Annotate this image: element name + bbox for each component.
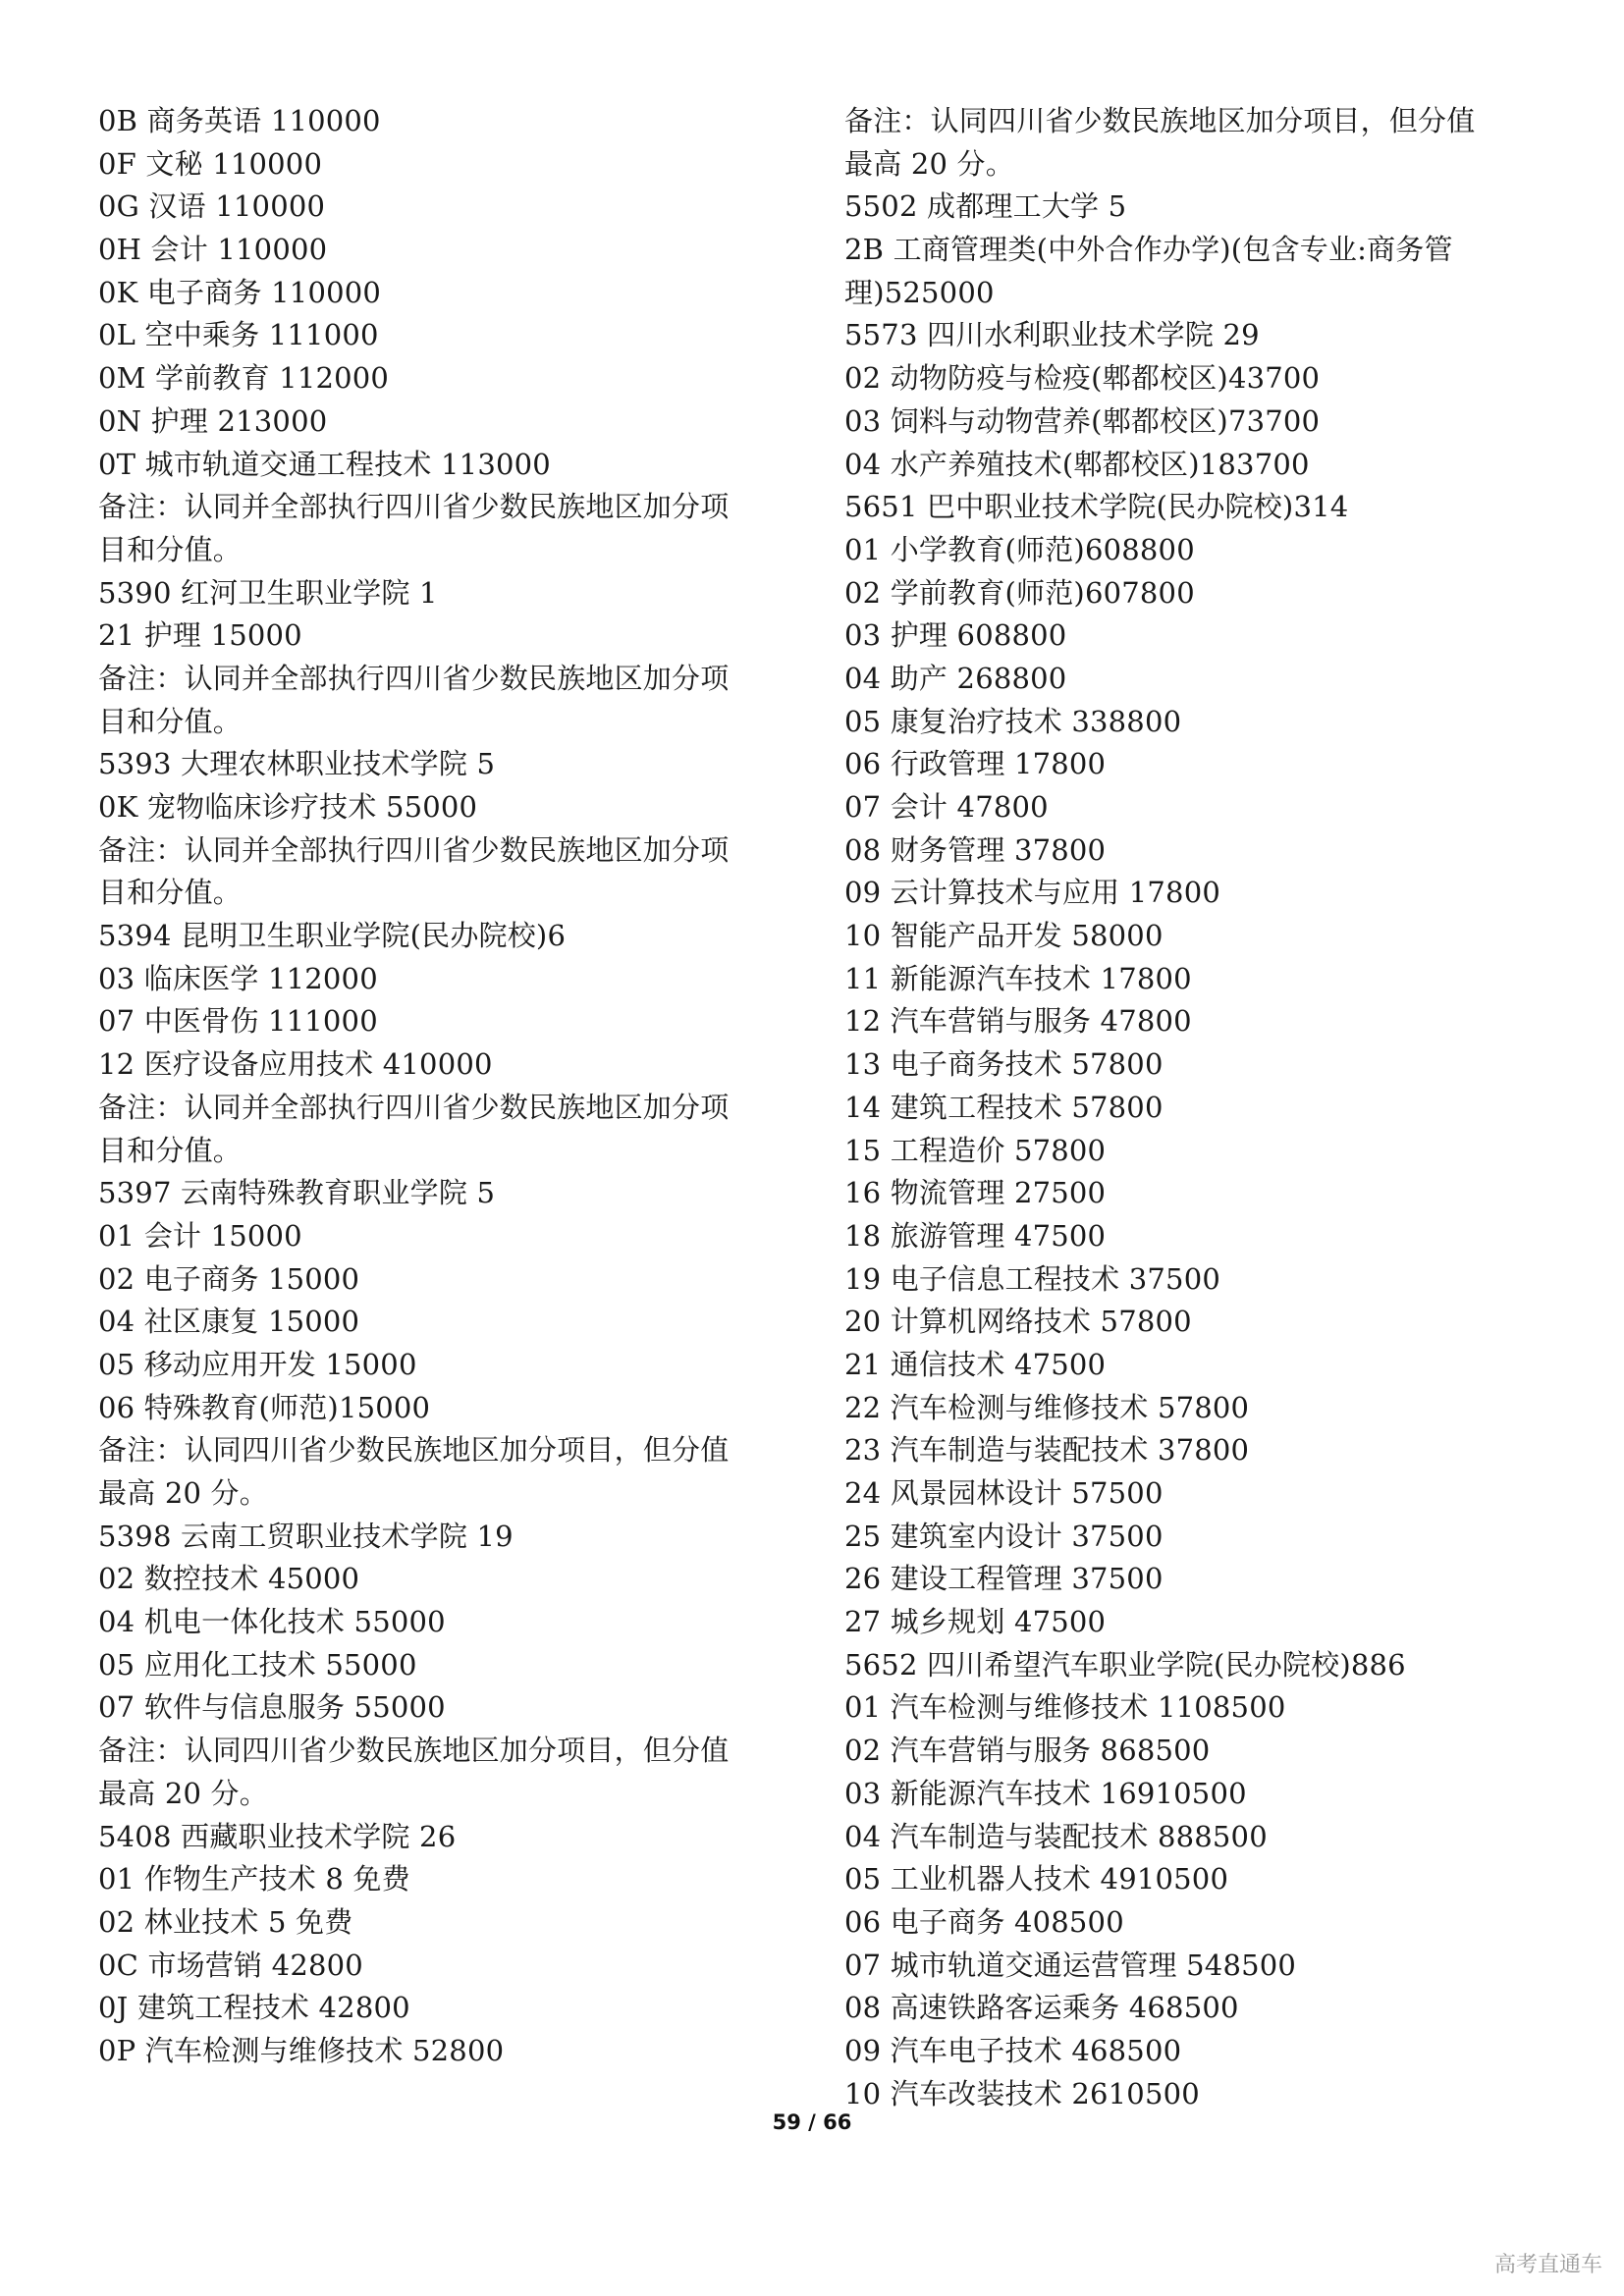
left-column	[98, 100, 785, 2073]
text-line: 5394 昆明卫生职业学院(民办院校)6	[98, 919, 567, 953]
text-line: 目和分值。	[98, 532, 243, 566]
text-line: 21 护理 15000	[98, 618, 302, 653]
text-line: 02 动物防疫与检疫(郫都校区)43700	[844, 361, 1321, 396]
text-line: 10 汽车改装技术 2610500	[844, 2076, 1200, 2110]
text-line: 备注：认同四川省少数民族地区加分项目，但分值	[98, 1433, 730, 1468]
text-line: 备注：认同四川省少数民族地区加分项目，但分值	[98, 1734, 730, 1768]
text-line: 22 汽车检测与维修技术 57800	[844, 1390, 1250, 1424]
text-line: 07 会计 47800	[844, 790, 1049, 824]
text-line: 最高 20 分。	[844, 146, 1014, 181]
text-line: 目和分值。	[98, 704, 243, 738]
text-line: 08 高速铁路客运乘务 468500	[844, 1991, 1239, 2025]
text-line: 0C 市场营销 42800	[98, 1948, 363, 1982]
text-line: 25 建筑室内设计 37500	[844, 1519, 1164, 1553]
text-line: 5393 大理农林职业技术学院 5	[98, 747, 496, 781]
text-line: 06 行政管理 17800	[844, 747, 1107, 781]
text-line: 21 通信技术 47500	[844, 1347, 1107, 1381]
text-line: 0H 会计 110000	[98, 233, 328, 267]
text-line: 5397 云南特殊教育职业学院 5	[98, 1176, 496, 1210]
text-line: 13 电子商务技术 57800	[844, 1047, 1164, 1082]
text-line: 0F 文秘 110000	[98, 146, 323, 181]
text-line: 09 汽车电子技术 468500	[844, 2033, 1182, 2067]
text-line: 12 汽车营销与服务 47800	[844, 1004, 1192, 1039]
text-line: 0M 学前教育 112000	[98, 361, 390, 396]
text-line: 05 移动应用开发 15000	[98, 1347, 417, 1381]
text-line: 0L 空中乘务 111000	[98, 318, 379, 352]
text-line: 理)525000	[844, 275, 995, 309]
text-line: 备注：认同并全部执行四川省少数民族地区加分项	[98, 490, 730, 524]
text-line: 0B 商务英语 110000	[98, 104, 381, 137]
text-line: 19 电子信息工程技术 37500	[844, 1261, 1220, 1296]
text-line: 5651 巴中职业技术学院(民办院校)314	[844, 490, 1349, 524]
text-line: 01 会计 15000	[98, 1218, 302, 1253]
text-line: 0K 电子商务 110000	[98, 275, 382, 309]
text-line: 01 作物生产技术 8 免费	[98, 1862, 410, 1896]
text-line: 5408 西藏职业技术学院 26	[98, 1819, 457, 1853]
text-line: 0P 汽车检测与维修技术 52800	[98, 2033, 505, 2067]
text-line: 备注：认同并全部执行四川省少数民族地区加分项	[98, 832, 730, 867]
text-line: 05 工业机器人技术 4910500	[844, 1862, 1229, 1896]
text-line: 09 云计算技术与应用 17800	[844, 876, 1220, 910]
right-column	[844, 100, 1532, 2115]
text-line: 06 特殊教育(师范)15000	[98, 1390, 431, 1424]
text-line: 18 旅游管理 47500	[844, 1218, 1107, 1253]
watermark: 高考直通车	[1493, 2253, 1602, 2277]
text-line: 04 助产 268800	[844, 661, 1067, 695]
text-line: 5502 成都理工大学 5	[844, 189, 1127, 224]
text-line: 04 机电一体化技术 55000	[98, 1605, 446, 1639]
text-line: 07 中医骨伤 111000	[98, 1004, 378, 1039]
text-line: 10 智能产品开发 58000	[844, 919, 1164, 953]
text-line: 05 应用化工技术 55000	[98, 1647, 417, 1682]
text-line: 03 新能源汽车技术 16910500	[844, 1776, 1247, 1810]
text-line: 5390 红河卫生职业学院 1	[98, 575, 438, 610]
text-line: 5652 四川希望汽车职业学院(民办院校)886	[844, 1647, 1406, 1682]
text-line: 备注：认同并全部执行四川省少数民族地区加分项	[98, 1090, 730, 1124]
text-line: 05 康复治疗技术 338800	[844, 704, 1182, 738]
text-line: 11 新能源汽车技术 17800	[844, 961, 1192, 995]
text-line: 02 汽车营销与服务 868500	[844, 1734, 1211, 1768]
text-line: 02 林业技术 5 免费	[98, 1904, 353, 1939]
text-line: 23 汽车制造与装配技术 37800	[844, 1433, 1250, 1468]
text-line: 07 城市轨道交通运营管理 548500	[844, 1948, 1297, 1982]
text-line: 备注：认同并全部执行四川省少数民族地区加分项	[98, 661, 730, 695]
text-line: 0J 建筑工程技术 42800	[98, 1991, 410, 2025]
text-line: 目和分值。	[98, 1133, 243, 1167]
text-line: 备注：认同四川省少数民族地区加分项目，但分值	[844, 104, 1476, 137]
text-line: 03 护理 608800	[844, 618, 1067, 653]
text-line: 0G 汉语 110000	[98, 189, 326, 224]
text-line: 06 电子商务 408500	[844, 1904, 1124, 1939]
text-line: 最高 20 分。	[98, 1476, 268, 1510]
text-line: 08 财务管理 37800	[844, 832, 1107, 867]
text-line: 最高 20 分。	[98, 1776, 268, 1810]
text-line: 0K 宠物临床诊疗技术 55000	[98, 790, 478, 824]
text-line: 目和分值。	[98, 876, 243, 910]
text-line: 04 水产养殖技术(郫都校区)183700	[844, 447, 1310, 481]
text-line: 02 学前教育(师范)607800	[844, 575, 1195, 610]
text-line: 01 小学教育(师范)608800	[844, 532, 1195, 566]
text-line: 03 临床医学 112000	[98, 961, 378, 995]
text-line: 15 工程造价 57800	[844, 1133, 1107, 1167]
text-line: 01 汽车检测与维修技术 1108500	[844, 1690, 1286, 1725]
text-line: 24 风景园林设计 57500	[844, 1476, 1164, 1510]
text-line: 02 电子商务 15000	[98, 1261, 360, 1296]
text-line: 07 软件与信息服务 55000	[98, 1690, 446, 1725]
text-line: 02 数控技术 45000	[98, 1562, 360, 1596]
text-line: 2B 工商管理类(中外合作办学)(包含专业:商务管	[844, 233, 1453, 267]
text-line: 04 社区康复 15000	[98, 1305, 360, 1339]
text-line: 16 物流管理 27500	[844, 1176, 1107, 1210]
text-line: 03 饲料与动物营养(郫都校区)73700	[844, 403, 1321, 438]
text-line: 0N 护理 213000	[98, 403, 328, 438]
text-line: 20 计算机网络技术 57800	[844, 1305, 1192, 1339]
text-line: 26 建设工程管理 37500	[844, 1562, 1164, 1596]
text-line: 27 城乡规划 47500	[844, 1605, 1107, 1639]
text-line: 12 医疗设备应用技术 410000	[98, 1047, 493, 1082]
page-number: 59 / 66	[772, 2110, 852, 2134]
text-line: 5573 四川水利职业技术学院 29	[844, 318, 1260, 352]
text-line: 5398 云南工贸职业技术学院 19	[98, 1519, 514, 1553]
text-line: 14 建筑工程技术 57800	[844, 1090, 1164, 1124]
text-line: 04 汽车制造与装配技术 888500	[844, 1819, 1268, 1853]
text-line: 0T 城市轨道交通工程技术 113000	[98, 447, 551, 481]
